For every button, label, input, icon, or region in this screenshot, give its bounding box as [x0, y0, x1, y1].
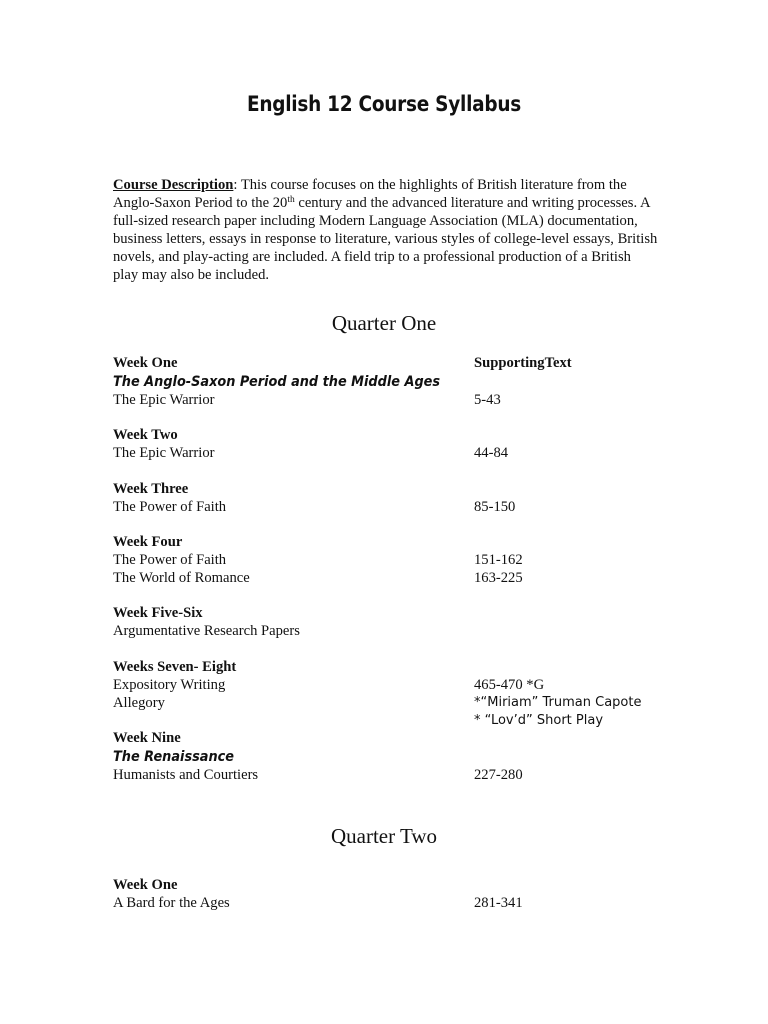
- q1-week-three-label: Week Three: [113, 481, 189, 497]
- q1-weeks-seven-eight-pages-1: 465-470 *G: [474, 677, 545, 693]
- q1-week-five-six-label: Week Five-Six: [113, 605, 203, 621]
- quarter-two-heading: Quarter Two: [330, 824, 438, 848]
- q1-week-four-pages-2: 163-225: [474, 570, 523, 586]
- q1-week-one-pages: 5-43: [474, 392, 501, 408]
- q1-week-two-pages: 44-84: [474, 445, 509, 461]
- course-description-label: Course Description: [113, 177, 234, 193]
- q2-week-one-pages: 281-341: [474, 895, 523, 911]
- q1-week-nine-topic: Humanists and Courtiers: [113, 767, 259, 783]
- q1-week-one-label: Week One: [113, 355, 178, 371]
- supporting-text-header: SupportingText: [474, 355, 572, 371]
- q2-week-one-topic: A Bard for the Ages: [113, 895, 230, 911]
- q1-weeks-seven-eight-label: Weeks Seven- Eight: [113, 659, 237, 675]
- course-description: [113, 176, 658, 284]
- course-description-text-a: : This course focuses on the highlights of British literature from the Anglo-Saxon Period to the 20: [113, 177, 627, 211]
- q1-week-four-pages-1: 151-162: [474, 552, 523, 568]
- q1-week-nine-label: Week Nine: [113, 730, 181, 746]
- q1-week-four-topic-2: The World of Romance: [113, 570, 250, 586]
- q1-weeks-seven-eight-note-2: * “Lov’d” Short Play: [474, 713, 604, 728]
- q1-weeks-seven-eight-topic-2: Allegory: [113, 695, 165, 711]
- quarter-one-heading: Quarter One: [331, 311, 437, 335]
- q1-week-nine-pages: 227-280: [474, 767, 523, 783]
- q1-era-renaissance: The Renaissance: [113, 749, 235, 765]
- q1-week-three-pages: 85-150: [474, 499, 516, 515]
- q1-week-five-six-topic: Argumentative Research Papers: [113, 623, 300, 639]
- q1-week-two-topic: The Epic Warrior: [113, 445, 215, 461]
- q1-weeks-seven-eight-note-1: *“Miriam” Truman Capote: [474, 695, 642, 710]
- q1-weeks-seven-eight-topic-1: Expository Writing: [113, 677, 226, 693]
- page-title: English 12 Course Syllabus: [247, 92, 521, 116]
- q1-week-three-topic: The Power of Faith: [113, 499, 227, 515]
- q1-week-four-label: Week Four: [113, 534, 183, 550]
- q2-week-one-label: Week One: [113, 877, 178, 893]
- q1-era-anglo-saxon: The Anglo-Saxon Period and the Middle Ages: [113, 374, 441, 390]
- superscript-th: th: [287, 195, 295, 205]
- q1-week-four-topic-1: The Power of Faith: [113, 552, 227, 568]
- q1-week-one-topic: The Epic Warrior: [113, 392, 215, 408]
- course-description-text-b: century and the advanced literature and writing processes. A full-sized research paper including Modern Language Association (MLA) documentation, business letters, essays in response to literature, various styles of college-level essays, British novels, and play-acting are included. A field trip to a professional production of a British play may also be included.: [113, 195, 658, 283]
- q1-week-two-label: Week Two: [113, 427, 178, 443]
